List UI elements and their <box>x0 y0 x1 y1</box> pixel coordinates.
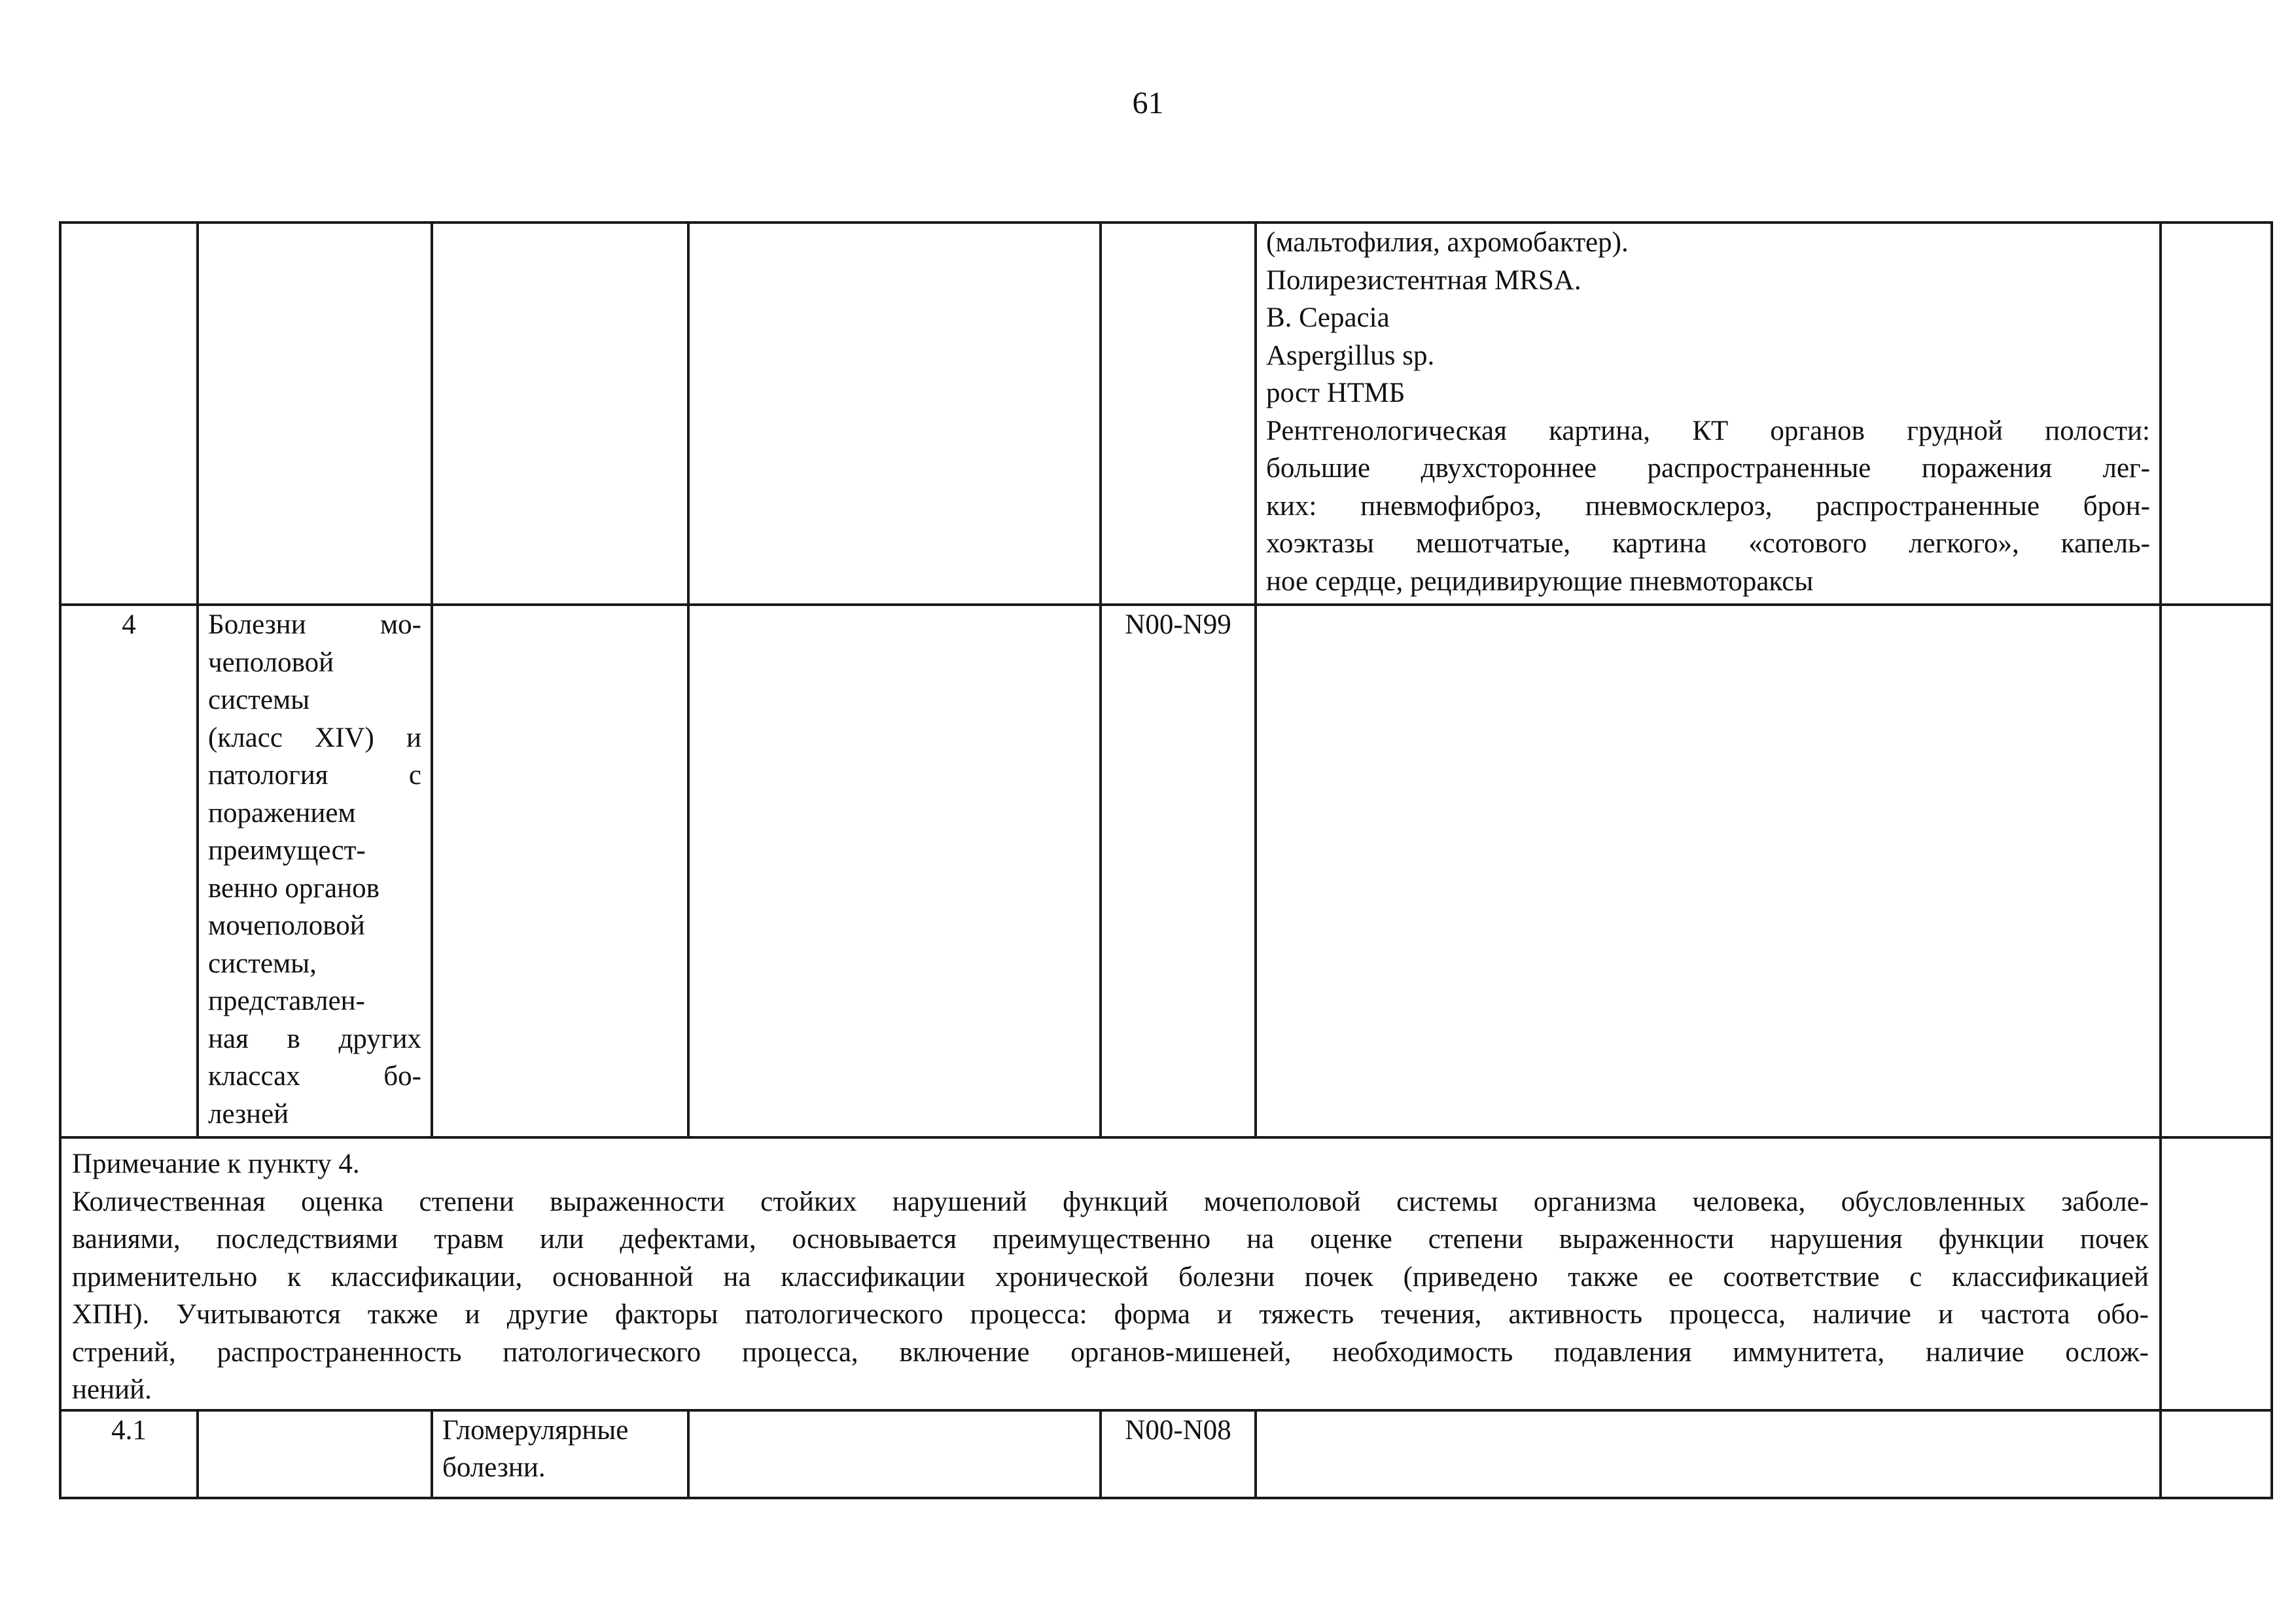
note-title: Примечание к пункту 4. <box>72 1149 360 1179</box>
class-line: Болезни мо- <box>208 609 421 640</box>
description-line: большие двухстороннее распространенные поражения лег- <box>1266 453 2150 484</box>
cell-class <box>198 605 432 1137</box>
table-row-4-1 <box>60 1410 2272 1498</box>
cell-description <box>1256 605 2161 1137</box>
description-line: Aspergillus sp. <box>1266 340 1435 371</box>
cell-code <box>1101 223 1256 605</box>
description-line: B. Cepacia <box>1266 302 1390 333</box>
cell-number: 4 <box>60 605 198 1137</box>
cell-number <box>60 223 198 605</box>
nosology-line: болезни. <box>442 1452 546 1483</box>
cell-description <box>1256 223 2161 605</box>
description-line: (мальтофилия, ахромобактер). <box>1266 227 1629 258</box>
cell-number: 4.1 <box>60 1410 198 1498</box>
class-line: представлен- <box>208 986 366 1016</box>
table-row-note <box>60 1137 2272 1410</box>
cell-class <box>198 1410 432 1498</box>
cell-code: N00-N99 <box>1101 605 1256 1137</box>
cell-code: N00-N08 <box>1101 1410 1256 1498</box>
cell-percent <box>2161 605 2272 1137</box>
description-line: Рентгенологическая картина, КТ органов грудной полости: <box>1266 415 2150 446</box>
class-line: классах бо- <box>208 1061 421 1092</box>
description-line: Полирезистентная MRSA. <box>1266 264 1581 296</box>
description-line: ное сердце, рецидивирующие пневмотораксы <box>1266 565 1814 597</box>
cell-clinical <box>688 223 1101 605</box>
cell-percent <box>2161 1137 2272 1410</box>
nosology-line: Гломерулярные <box>442 1414 629 1446</box>
description-line: хоэктазы мешотчатые, картина «сотового легкого», капель- <box>1266 528 2150 559</box>
note-line: ваниями, последствиями травм или дефектами, основывается преимущественно на оценке степени выраженности нарушения функции почек <box>72 1224 2149 1255</box>
table-row-4 <box>60 605 2272 1137</box>
class-line: системы, <box>208 948 317 979</box>
class-line: венно органов <box>208 872 380 904</box>
class-line: патология с <box>208 760 421 791</box>
note-line: ХПН). Учитываются также и другие факторы патологического процесса: форма и тяжесть течения, активность процесса, наличие и частота обо- <box>72 1299 2149 1330</box>
class-line: преимущест- <box>208 835 366 866</box>
cell-percent <box>2161 223 2272 605</box>
class-line: (класс XIV) и <box>208 722 421 753</box>
note-line: применительно к классификации, основанной на классификации хронической болезни почек (приведено также ее соответствие с классификацией <box>72 1261 2149 1293</box>
criteria-table <box>59 221 2273 1499</box>
page-number: 61 <box>1132 86 1164 120</box>
class-line: мочеполовой <box>208 910 365 941</box>
note-line: Количественная оценка степени выраженности стойких нарушений функций мочеполовой системы организма человека, обусловленных заболе- <box>72 1186 2149 1217</box>
cell-description <box>1256 1410 2161 1498</box>
cell-percent <box>2161 1410 2272 1498</box>
cell-nosology <box>432 1410 688 1498</box>
description-line: ких: пневмофиброз, пневмосклероз, распространенные брон- <box>1266 490 2150 522</box>
table-row-continuation <box>60 223 2272 605</box>
cell-nosology <box>432 605 688 1137</box>
class-line: лезней <box>208 1098 289 1130</box>
class-line: поражением <box>208 797 356 829</box>
note-line: стрений, распространенность патологического процесса, включение органов-мишеней, необходимость подавления иммунитета, наличие ослож- <box>72 1336 2149 1368</box>
cell-clinical <box>688 1410 1101 1498</box>
class-line: системы <box>208 685 310 715</box>
note-line: нений. <box>72 1374 152 1405</box>
cell-class <box>198 223 432 605</box>
class-line: чеполовой <box>208 647 334 678</box>
cell-clinical <box>688 605 1101 1137</box>
description-line: рост НТМБ <box>1266 378 1405 408</box>
cell-nosology <box>432 223 688 605</box>
note-cell <box>60 1137 2161 1410</box>
class-line: ная в других <box>208 1023 421 1054</box>
